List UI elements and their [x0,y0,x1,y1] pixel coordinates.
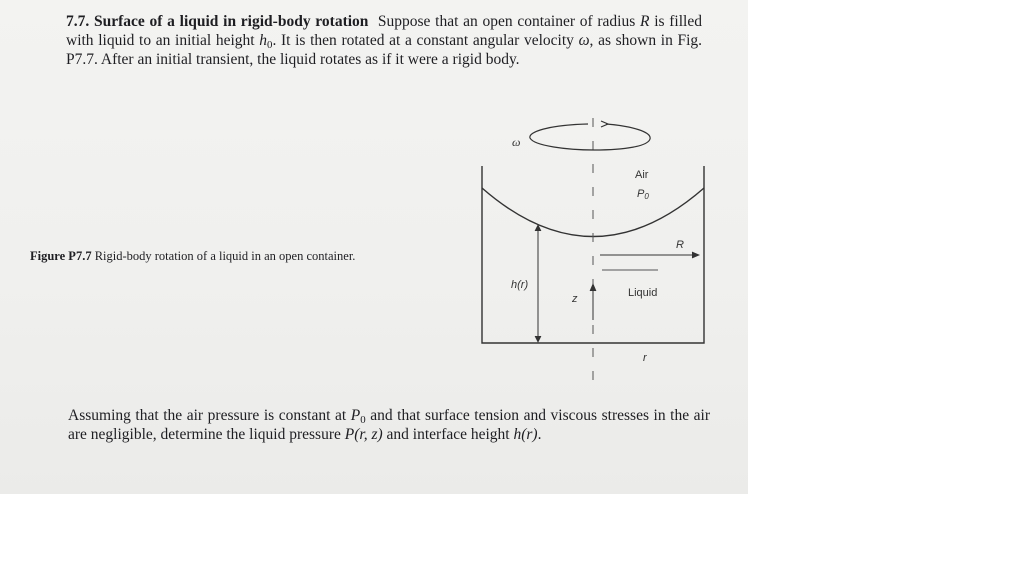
figure-caption-text: Rigid-body rotation of a liquid in an open container. [94,249,356,263]
figure-z-label: z [572,293,578,305]
symbol-R: R [640,13,650,30]
symbol-h: h [259,32,268,49]
symbol-P0-subscript: 0 [360,414,366,426]
symbol-P-rz: P [344,426,355,443]
figure-air-label: Air [635,169,649,181]
symbol-omega: ω [578,32,590,49]
question-text-1: Assuming that the air pressure is constant at [68,407,347,424]
problem-text-3: . It is then rotated at a constant angular velocity [272,32,574,49]
figure-pressure-label: P0 [637,188,649,201]
problem-text-1: Suppose that an open container of radius [377,13,636,30]
symbol-h-r: h [513,426,522,443]
question-text-3: and interface height [386,426,510,443]
figure-height-label: h(r) [511,279,529,291]
radius-arrow-head [692,252,699,258]
symbol-h-subscript: 0 [267,39,273,51]
question-text [68,406,710,444]
figure-r-label: r [643,352,647,364]
symbol-P0: P [350,407,361,424]
figure-R-label: R [676,239,684,251]
height-arrow-bottom [535,336,541,342]
figure-liquid-label: Liquid [628,287,658,299]
rotation-arrow-head [601,121,608,127]
rotation-ellipse [530,124,650,150]
problem-text-2: is filled with liquid to an initial height [66,13,702,49]
symbol-P-rz-args: (r, z) [354,426,383,443]
symbol-h-r-args: (r) [521,426,538,443]
problem-text-4: , as shown in Fig. P7.7. After an initial transient, the liquid rotates as if it were a rigid body. [66,32,703,68]
figure-caption-label: Figure P7.7 [30,249,92,263]
problem-title: Surface of a liquid in rigid-body rotation [93,13,369,30]
z-arrow-head [590,284,596,291]
problem-number: 7.7. [66,13,90,30]
question-text-2: and that surface tension and viscous stresses in the air are negligible, determine the liquid pressure [68,407,711,443]
question-text-4: . [537,426,542,443]
figure-omega-label: ω [512,135,521,149]
